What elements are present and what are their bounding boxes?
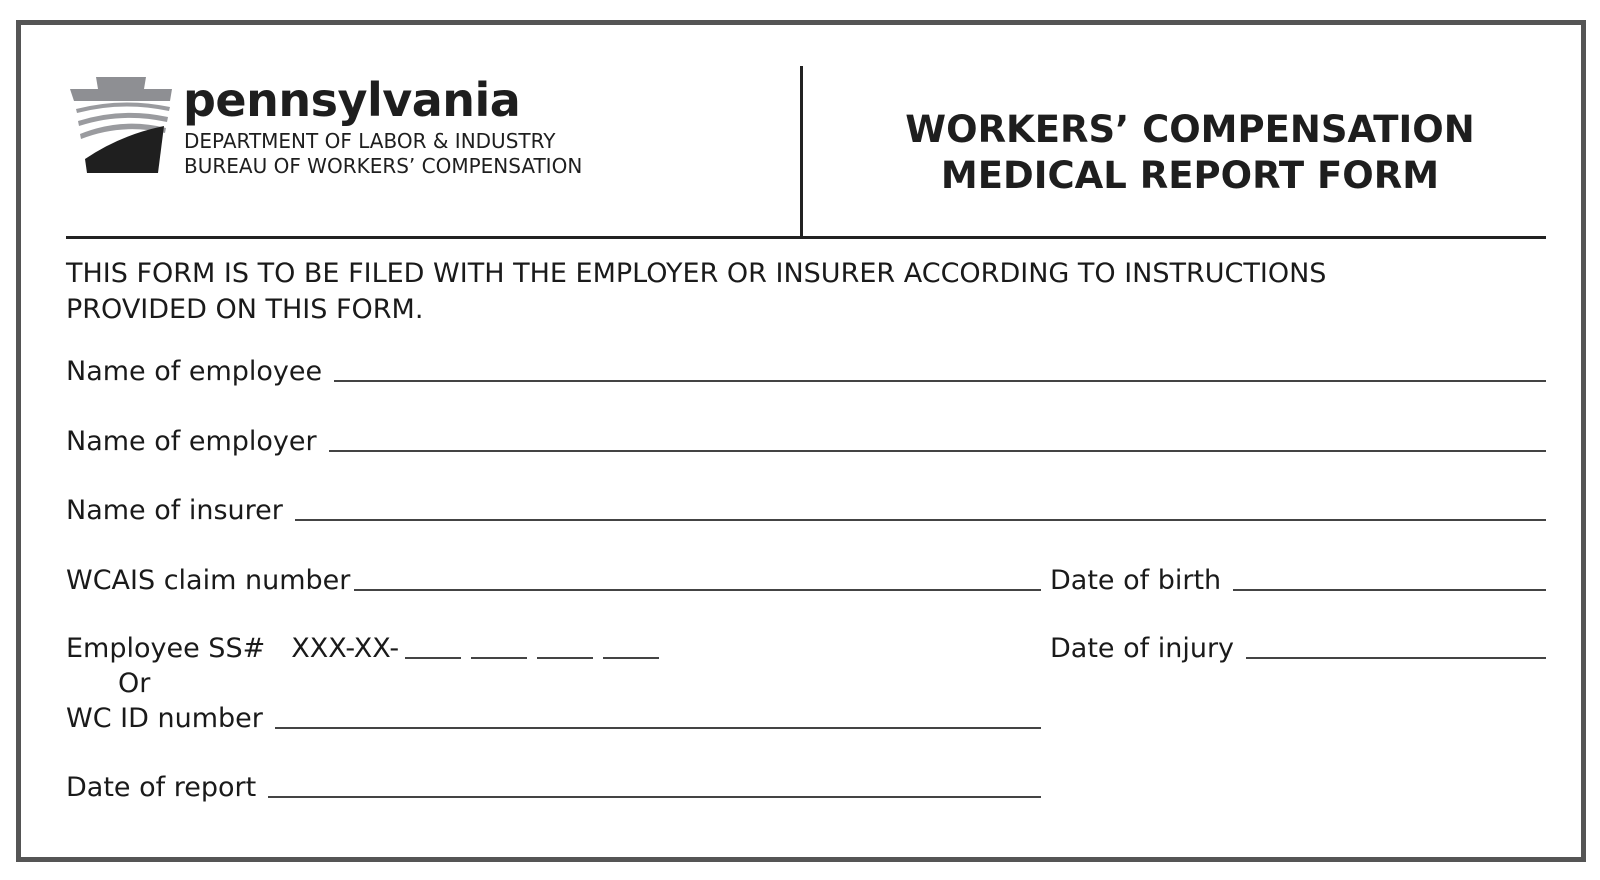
wcais-claim-label: WCAIS claim number [66,565,351,596]
employer-name-label: Name of employer [66,426,317,457]
brand-wordmark: pennsylvania [183,73,521,127]
ssn-digit-4-field[interactable] [603,657,659,659]
date-of-report-field[interactable] [268,796,1041,798]
bureau-name: BUREAU OF WORKERS’ COMPENSATION [184,154,583,178]
instructions-line1: THIS FORM IS TO BE FILED WITH THE EMPLOYER OR INSURER ACCORDING TO INSTRUCTIONS [66,258,1327,289]
ssn-digit-3-field[interactable] [537,657,593,659]
date-of-report-label: Date of report [66,772,257,803]
date-of-birth-row [1050,565,1546,597]
date-of-birth-field[interactable] [1233,589,1546,591]
employee-name-label: Name of employee [66,356,323,387]
date-of-report-row [66,772,1041,804]
keystone-icon [70,77,174,177]
header-divider [800,66,803,238]
ssn-masked-prefix: XXX-XX- [291,633,400,664]
employer-name-field[interactable] [329,450,1546,452]
wc-id-label: WC ID number [66,703,263,734]
wcais-claim-row [66,565,1041,597]
form-title-line2: MEDICAL REPORT FORM [940,154,1440,197]
date-of-injury-row [1050,633,1546,665]
insurer-name-label: Name of insurer [66,495,283,526]
header-rule [66,236,1546,239]
or-separator [118,668,150,700]
instructions-line2: PROVIDED ON THIS FORM. [66,294,424,325]
filing-instructions [66,256,1546,328]
ssn-digit-1-field[interactable] [405,657,461,659]
employee-name-field[interactable] [334,380,1546,382]
employee-ssn-row [66,633,659,665]
form-title-line1: WORKERS’ COMPENSATION [905,108,1475,151]
insurer-name-field[interactable] [295,519,1546,521]
wcais-claim-field[interactable] [354,589,1041,591]
department-name: DEPARTMENT OF LABOR & INDUSTRY [184,129,556,153]
form-title [820,107,1560,199]
employer-name-row [66,426,1546,458]
ssn-digit-2-field[interactable] [471,657,527,659]
wc-id-row [66,703,1041,735]
date-of-birth-label: Date of birth [1050,565,1222,596]
or-label: Or [118,668,151,699]
employee-name-row [66,356,1546,388]
wc-id-field[interactable] [275,727,1041,729]
date-of-injury-field[interactable] [1246,657,1546,659]
insurer-name-row [66,495,1546,527]
date-of-injury-label: Date of injury [1050,633,1235,664]
employee-ssn-label: Employee SS# [66,633,266,664]
